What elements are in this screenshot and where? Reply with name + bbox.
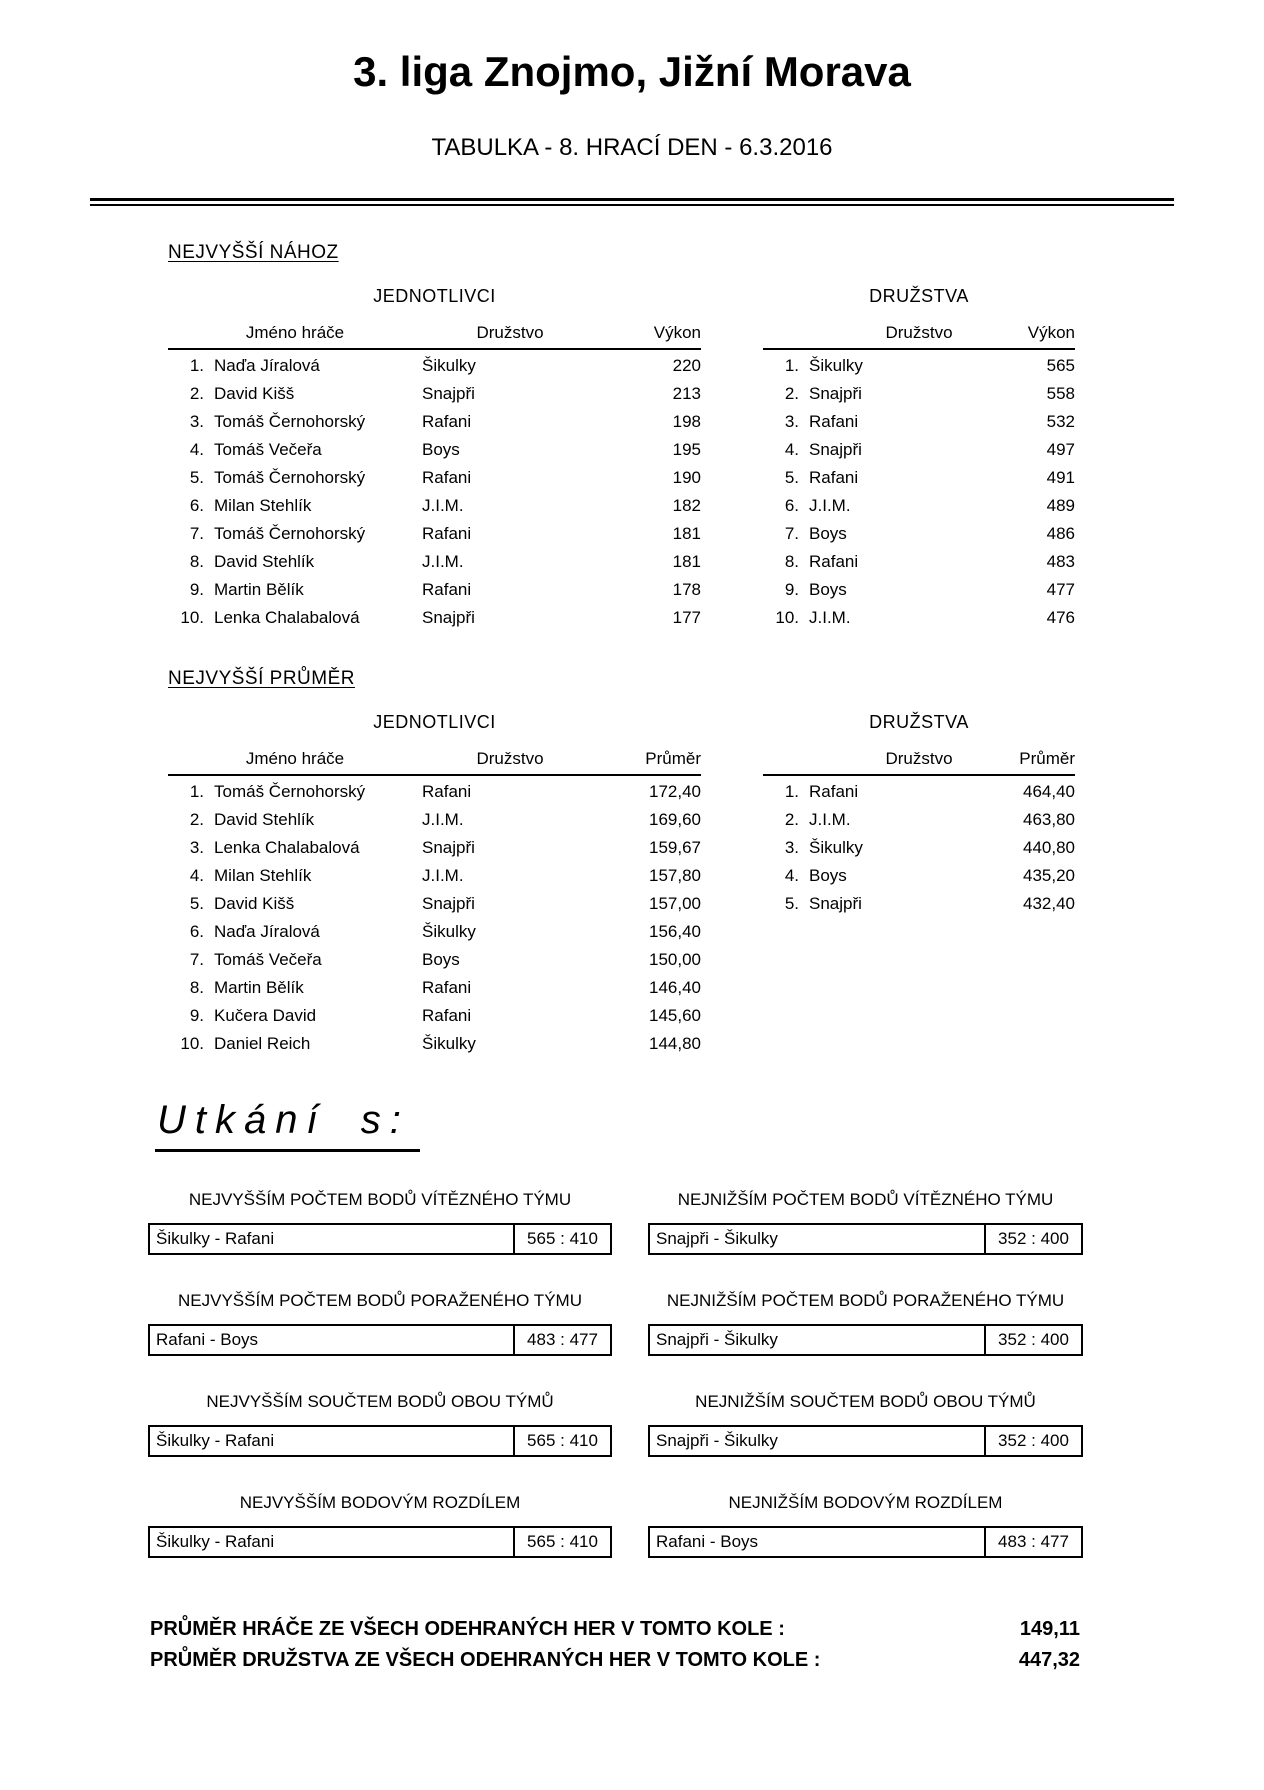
match-item (648, 1190, 1083, 1255)
prumer-individuals-table (168, 712, 701, 1058)
player-team: Rafani (422, 782, 472, 801)
team-rank: 2. (784, 810, 799, 829)
match-score: 565 : 410 (513, 1528, 610, 1556)
team-rank: 4. (784, 866, 799, 885)
team-rank: 10. (775, 608, 799, 627)
team-name: J.I.M. (809, 496, 851, 515)
player-name: Tomáš Večeřa (214, 950, 322, 969)
table-row (168, 464, 701, 492)
table-row (763, 492, 1075, 520)
player-name: Daniel Reich (214, 1034, 311, 1053)
player-name: Milan Stehlík (214, 866, 312, 885)
player-value: 145,60 (649, 1006, 701, 1025)
team-rank: 1. (784, 356, 799, 375)
header-value: Průměr (1019, 749, 1075, 768)
player-value: 177 (672, 608, 701, 627)
match-label: NEJNIŽŠÍM SOUČTEM BODŮ OBOU TÝMŮ (695, 1392, 1036, 1411)
player-value: 157,00 (649, 894, 701, 913)
player-value: 144,80 (649, 1034, 701, 1053)
table-row (168, 974, 701, 1002)
team-rank: 6. (784, 496, 799, 515)
player-team: Snajpři (422, 608, 475, 627)
team-value: 558 (1046, 384, 1075, 403)
match-label: NEJVYŠŠÍM BODOVÝM ROZDÍLEM (239, 1493, 521, 1512)
team-value: 489 (1046, 496, 1075, 515)
player-team: J.I.M. (422, 496, 464, 515)
team-value: 464,40 (1023, 782, 1075, 801)
team-name: Boys (809, 524, 847, 543)
match-label: NEJVYŠŠÍM POČTEM BODŮ PORAŽENÉHO TÝMU (178, 1291, 582, 1310)
player-rank: 7. (189, 524, 204, 543)
match-score: 483 : 477 (513, 1326, 610, 1354)
team-value: 486 (1046, 524, 1075, 543)
player-value: 213 (672, 384, 701, 403)
team-rank: 7. (784, 524, 799, 543)
player-name: Tomáš Večeřa (214, 440, 322, 459)
match-score: 565 : 410 (513, 1225, 610, 1253)
team-value: 463,80 (1023, 810, 1075, 829)
player-rank: 2. (189, 810, 204, 829)
match-teams: Šikulky - Rafani (156, 1532, 275, 1551)
team-value: 476 (1046, 608, 1075, 627)
match-label: NEJNIŽŠÍM BODOVÝM ROZDÍLEM (728, 1493, 1003, 1512)
player-name: Milan Stehlík (214, 496, 312, 515)
player-name: Lenka Chalabalová (214, 608, 360, 627)
player-rank: 10. (180, 1034, 204, 1053)
player-rank: 2. (189, 384, 204, 403)
double-rule-divider (90, 198, 1174, 206)
player-value: 182 (672, 496, 701, 515)
summary-row (150, 1645, 1080, 1676)
team-value: 565 (1046, 356, 1075, 375)
match-label: NEJVYŠŠÍM SOUČTEM BODŮ OBOU TÝMŮ (206, 1392, 554, 1411)
player-name: Tomáš Černohorský (214, 412, 366, 431)
team-rank: 9. (784, 580, 799, 599)
player-rank: 8. (189, 978, 204, 997)
match-teams: Šikulky - Rafani (156, 1431, 275, 1450)
player-team: Rafani (422, 1006, 472, 1025)
player-name: Naďa Jíralová (214, 922, 320, 941)
team-rank: 4. (784, 440, 799, 459)
player-value: 198 (672, 412, 701, 431)
player-rank: 1. (189, 356, 204, 375)
match-score: 352 : 400 (984, 1427, 1081, 1455)
table-row (168, 548, 701, 576)
match-teams: Šikulky - Rafani (156, 1229, 275, 1248)
player-name: Martin Bělík (214, 978, 304, 997)
table-title: DRUŽSTVA (869, 286, 969, 306)
player-team: J.I.M. (422, 552, 464, 571)
table-row (168, 492, 701, 520)
table-title: JEDNOTLIVCI (373, 712, 496, 732)
match-box (148, 1526, 612, 1558)
table-row (763, 834, 1075, 862)
player-value: 157,80 (649, 866, 701, 885)
team-name: Boys (809, 580, 847, 599)
player-value: 169,60 (649, 810, 701, 829)
header-value: Výkon (653, 323, 701, 342)
matches-heading-text: Utkání s: (155, 1098, 420, 1152)
table-row (763, 548, 1075, 576)
team-rank: 2. (784, 384, 799, 403)
player-rank: 10. (180, 608, 204, 627)
team-name: Snajpři (809, 894, 862, 913)
summary-label: PRŮMĚR HRÁČE ZE VŠECH ODEHRANÝCH HER V TOMTO KOLE : (150, 1618, 785, 1640)
player-value: 195 (672, 440, 701, 459)
player-rank: 5. (189, 894, 204, 913)
player-rank: 8. (189, 552, 204, 571)
team-name: Snajpři (809, 440, 862, 459)
table-body (763, 352, 1075, 632)
player-rank: 6. (189, 922, 204, 941)
player-rank: 1. (189, 782, 204, 801)
summary-row (150, 1614, 1080, 1645)
player-value: 150,00 (649, 950, 701, 969)
table-row (168, 806, 701, 834)
player-value: 178 (672, 580, 701, 599)
player-value: 146,40 (649, 978, 701, 997)
match-teams: Rafani - Boys (156, 1330, 259, 1349)
player-rank: 7. (189, 950, 204, 969)
table-row (168, 576, 701, 604)
header-team: Družstvo (885, 749, 953, 768)
match-item (148, 1291, 612, 1356)
table-row (168, 604, 701, 632)
player-name: Tomáš Černohorský (214, 782, 366, 801)
match-label: NEJNIŽŠÍM POČTEM BODŮ VÍTĚZNÉHO TÝMU (677, 1190, 1054, 1209)
table-title: JEDNOTLIVCI (373, 286, 496, 306)
player-team: Rafani (422, 978, 472, 997)
player-team: J.I.M. (422, 810, 464, 829)
player-team: Boys (422, 440, 460, 459)
team-rank: 5. (784, 894, 799, 913)
table-title: DRUŽSTVA (869, 712, 969, 732)
team-name: J.I.M. (809, 608, 851, 627)
match-item (148, 1493, 612, 1558)
team-rank: 1. (784, 782, 799, 801)
team-name: Snajpři (809, 384, 862, 403)
match-score: 352 : 400 (984, 1326, 1081, 1354)
team-name: Rafani (809, 552, 859, 571)
player-name: David Kišš (214, 894, 295, 913)
nahoz-teams-table (763, 286, 1075, 632)
header-team: Družstvo (476, 749, 544, 768)
player-team: Snajpři (422, 384, 475, 403)
player-rank: 4. (189, 866, 204, 885)
player-name: Tomáš Černohorský (214, 468, 366, 487)
match-box (648, 1526, 1083, 1558)
table-row (168, 890, 701, 918)
nahoz-tables (168, 286, 1264, 632)
player-name: David Stehlík (214, 552, 315, 571)
match-box (148, 1223, 612, 1255)
player-team: Snajpři (422, 838, 475, 857)
match-score: 483 : 477 (984, 1528, 1081, 1556)
team-value: 435,20 (1023, 866, 1075, 885)
table-header-row (168, 749, 701, 776)
table-row (168, 1030, 701, 1058)
table-row (168, 834, 701, 862)
header-value: Průměr (645, 749, 701, 768)
table-row (763, 352, 1075, 380)
nahoz-individuals-table (168, 286, 701, 632)
team-value: 491 (1046, 468, 1075, 487)
table-row (168, 918, 701, 946)
player-name: David Kišš (214, 384, 295, 403)
summary-block (150, 1614, 1080, 1676)
player-value: 181 (672, 524, 701, 543)
matches-grid (148, 1190, 1264, 1558)
player-rank: 6. (189, 496, 204, 515)
prumer-tables (168, 712, 1264, 1058)
team-name: Boys (809, 866, 847, 885)
header-player-name: Jméno hráče (245, 323, 345, 342)
match-teams: Snajpři - Šikulky (656, 1330, 778, 1349)
table-row (168, 1002, 701, 1030)
table-row (763, 408, 1075, 436)
summary-value: 149,11 (1019, 1618, 1080, 1640)
match-item (148, 1392, 612, 1457)
player-rank: 3. (189, 838, 204, 857)
table-body (168, 778, 701, 1058)
table-row (168, 862, 701, 890)
match-item (648, 1291, 1083, 1356)
player-name: Tomáš Černohorský (214, 524, 366, 543)
team-value: 483 (1046, 552, 1075, 571)
match-item (648, 1392, 1083, 1457)
team-name: Rafani (809, 412, 859, 431)
table-row (763, 862, 1075, 890)
player-value: 181 (672, 552, 701, 571)
table-row (763, 806, 1075, 834)
player-rank: 3. (189, 412, 204, 431)
table-header-row (763, 749, 1075, 776)
summary-label: PRŮMĚR DRUŽSTVA ZE VŠECH ODEHRANÝCH HER V TOMTO KOLE : (150, 1649, 821, 1671)
table-row (168, 520, 701, 548)
player-rank: 9. (189, 580, 204, 599)
match-label: NEJNIŽŠÍM POČTEM BODŮ PORAŽENÉHO TÝMU (666, 1291, 1065, 1310)
player-value: 156,40 (649, 922, 701, 941)
match-label: NEJVYŠŠÍM POČTEM BODŮ VÍTĚZNÉHO TÝMU (188, 1190, 572, 1209)
player-team: Rafani (422, 524, 472, 543)
match-box (148, 1324, 612, 1356)
player-value: 190 (672, 468, 701, 487)
team-rank: 3. (784, 412, 799, 431)
player-team: Rafani (422, 468, 472, 487)
prumer-teams-table (763, 712, 1075, 918)
table-body (763, 778, 1075, 918)
team-value: 497 (1046, 440, 1075, 459)
table-row (168, 380, 701, 408)
player-team: Šikulky (422, 922, 476, 941)
table-header-row (763, 323, 1075, 350)
player-name: David Stehlík (214, 810, 315, 829)
table-row (763, 890, 1075, 918)
match-teams: Snajpři - Šikulky (656, 1431, 778, 1450)
team-value: 532 (1046, 412, 1075, 431)
section-heading-prumer: NEJVYŠŠÍ PRŮMĚR (168, 668, 355, 689)
table-row (168, 352, 701, 380)
table-row (763, 520, 1075, 548)
player-rank: 5. (189, 468, 204, 487)
header-player-name: Jméno hráče (245, 749, 345, 768)
match-teams: Snajpři - Šikulky (656, 1229, 778, 1248)
player-team: Šikulky (422, 1034, 476, 1053)
match-item (648, 1493, 1083, 1558)
table-row (763, 436, 1075, 464)
match-item (148, 1190, 612, 1255)
team-value: 432,40 (1023, 894, 1075, 913)
header-team: Družstvo (885, 323, 953, 342)
player-name: Kučera David (214, 1006, 317, 1025)
team-value: 440,80 (1023, 838, 1075, 857)
player-rank: 4. (189, 440, 204, 459)
player-team: Boys (422, 950, 460, 969)
table-row (168, 946, 701, 974)
table-header-row (168, 323, 701, 350)
match-box (148, 1425, 612, 1457)
table-row (763, 778, 1075, 806)
table-row (168, 436, 701, 464)
player-team: J.I.M. (422, 866, 464, 885)
table-row (763, 604, 1075, 632)
summary-value: 447,32 (1018, 1649, 1080, 1671)
player-rank: 9. (189, 1006, 204, 1025)
header-value: Výkon (1027, 323, 1075, 342)
table-row (763, 464, 1075, 492)
player-value: 159,67 (649, 838, 701, 857)
match-box (648, 1324, 1083, 1356)
player-team: Rafani (422, 412, 472, 431)
match-box (648, 1425, 1083, 1457)
match-box (648, 1223, 1083, 1255)
team-name: Šikulky (809, 356, 863, 375)
page-subtitle: TABULKA - 8. HRACÍ DEN - 6.3.2016 (431, 134, 833, 161)
table-body (168, 352, 701, 632)
player-team: Šikulky (422, 356, 476, 375)
team-name: J.I.M. (809, 810, 851, 829)
match-score: 565 : 410 (513, 1427, 610, 1455)
player-name: Lenka Chalabalová (214, 838, 360, 857)
team-rank: 8. (784, 552, 799, 571)
table-row (168, 778, 701, 806)
matches-heading (155, 1098, 1264, 1152)
player-value: 172,40 (649, 782, 701, 801)
page-title: 3. liga Znojmo, Jižní Morava (353, 48, 911, 95)
team-name: Rafani (809, 468, 859, 487)
player-name: Naďa Jíralová (214, 356, 320, 375)
table-row (763, 576, 1075, 604)
section-heading-nahoz: NEJVYŠŠÍ NÁHOZ (168, 242, 339, 263)
header-team: Družstvo (476, 323, 544, 342)
player-team: Snajpři (422, 894, 475, 913)
team-name: Šikulky (809, 838, 863, 857)
match-score: 352 : 400 (984, 1225, 1081, 1253)
table-row (168, 408, 701, 436)
match-teams: Rafani - Boys (656, 1532, 759, 1551)
player-team: Rafani (422, 580, 472, 599)
player-name: Martin Bělík (214, 580, 304, 599)
team-rank: 3. (784, 838, 799, 857)
team-value: 477 (1046, 580, 1075, 599)
team-rank: 5. (784, 468, 799, 487)
player-value: 220 (672, 356, 701, 375)
table-row (763, 380, 1075, 408)
team-name: Rafani (809, 782, 859, 801)
